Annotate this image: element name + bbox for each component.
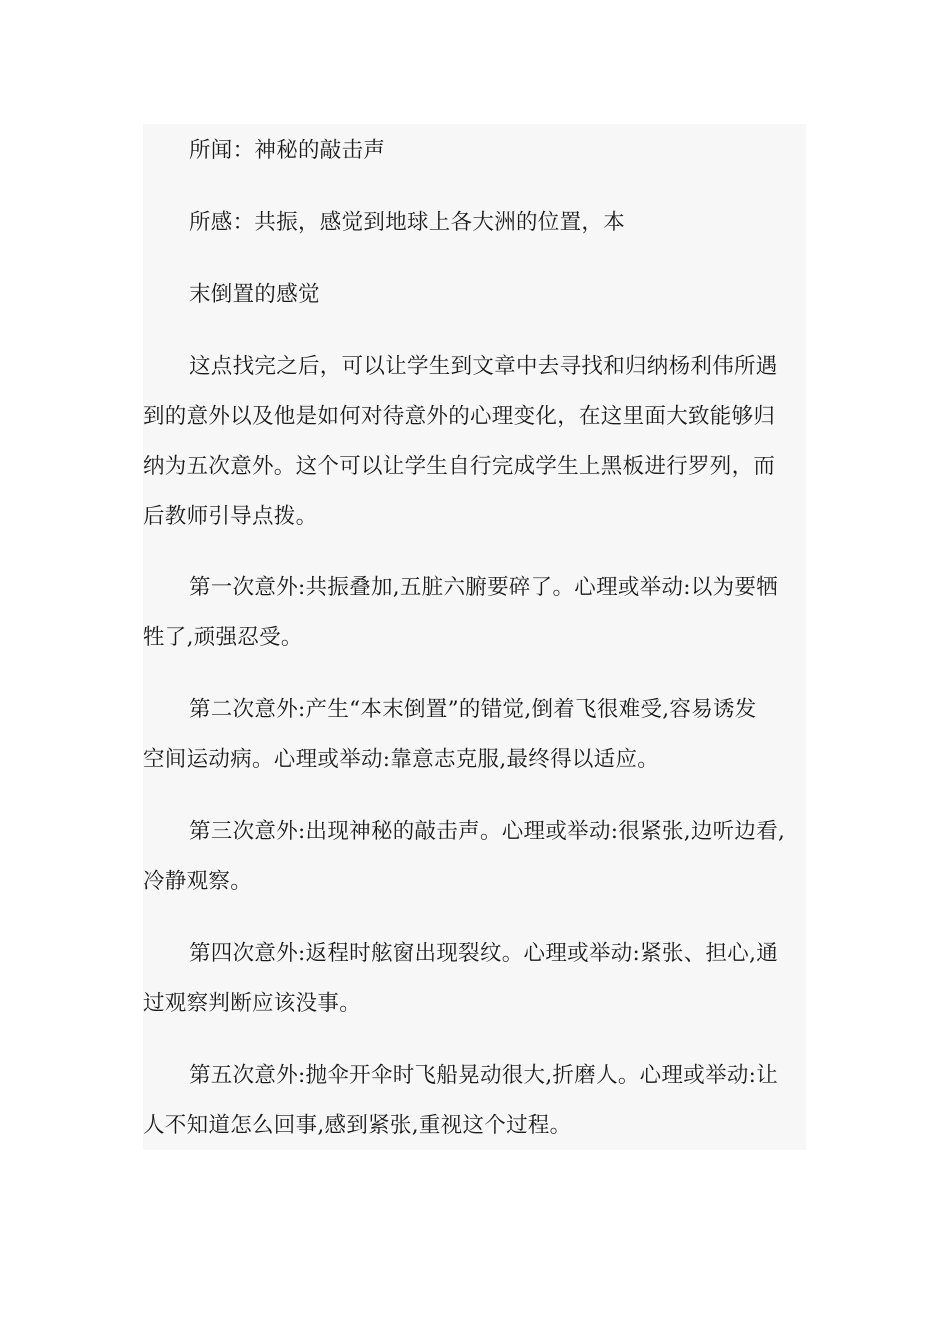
text-line: 过观察判断应该没事。 [143, 991, 362, 1016]
text-line: 牲了,顽强忍受。 [143, 625, 303, 650]
text-line: 空间运动病。心理或举动:靠意志克服,最终得以适应。 [143, 747, 660, 772]
text-line: 人不知道怎么回事,感到紧张,重视这个过程。 [143, 1113, 572, 1138]
text-line: 第一次意外:共振叠加,五脏六腑要碎了。心理或举动:以为要牺 [189, 575, 779, 600]
text-line: 到的意外以及他是如何对待意外的心理变化，在这里面大致能够归 [143, 404, 776, 429]
text-line: 第二次意外:产生“本末倒置”的错觉,倒着飞很难受,容易诱发 [189, 697, 757, 722]
text-line: 纳为五次意外。这个可以让学生自行完成学生上黑板进行罗列，而 [143, 454, 776, 479]
text-line: 末倒置的感觉 [189, 282, 320, 307]
text-line: 后教师引导点拨。 [143, 504, 318, 529]
text-line: 这点找完之后，可以让学生到文章中去寻找和归纳杨利伟所遇 [189, 354, 778, 379]
text-line: 所感：共振，感觉到地球上各大洲的位置，本 [189, 210, 626, 235]
text-line: 第四次意外:返程时舷窗出现裂纹。心理或举动:紧张、担心,通 [189, 941, 779, 966]
text-line: 冷静观察。 [143, 869, 253, 894]
text-line: 第三次意外:出现神秘的敲击声。心理或举动:很紧张,边听边看, [189, 819, 786, 844]
document-body [143, 124, 806, 1150]
text-line: 所闻：神秘的敲击声 [189, 138, 386, 163]
text-line: 第五次意外:抛伞开伞时飞船晃动很大,折磨人。心理或举动:让 [189, 1063, 779, 1088]
